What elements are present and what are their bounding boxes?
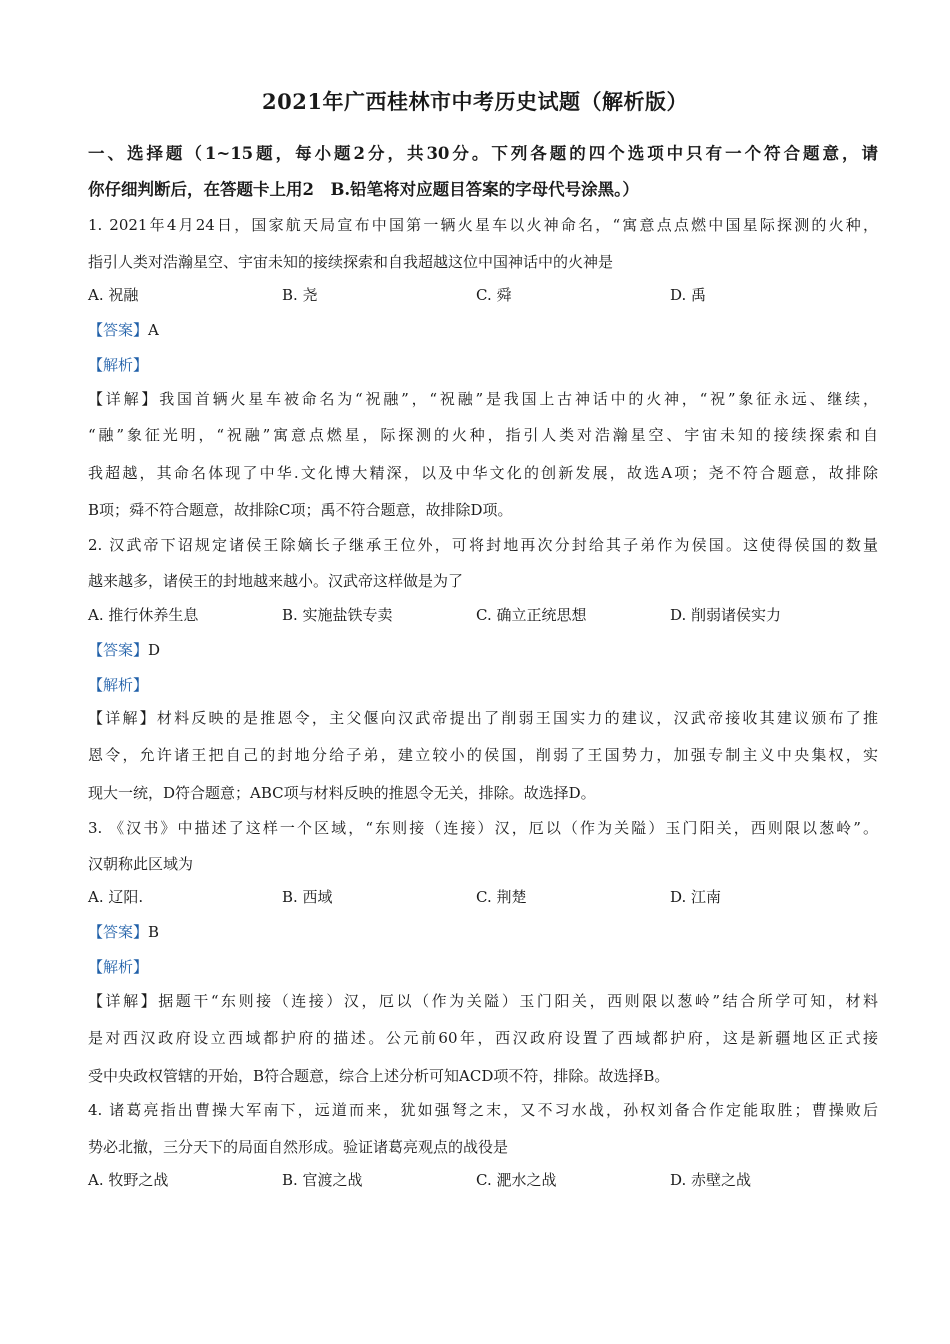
question-2-analysis-label [88, 675, 878, 695]
question-1-detail-line-2: “融”象征光明，“祝融”寓意点燃星，际探测的火种，指引人类对浩瀚星空、宇宙未知的接续探索和自 [88, 426, 878, 444]
detail-label: 【详解】 [88, 992, 159, 1010]
question-2-detail-line-1 [88, 708, 878, 728]
question-4-option-c: C. 淝水之战 [476, 1171, 557, 1189]
question-2-detail-line-3: 现大一统，D符合题意；ABC项与材料反映的推恩令无关，排除。故选择D。 [88, 784, 596, 802]
question-2-option-d: D. 削弱诸侯实力 [670, 606, 782, 624]
question-4-options [88, 1170, 878, 1190]
question-1-detail-line-4: B项；舜不符合题意，故排除C项；禹不符合题意，故排除D项。 [88, 501, 513, 519]
question-3-detail-line-1 [88, 991, 878, 1011]
question-4-stem-line-2: 势必北撤，三分天下的局面自然形成。验证诸葛亮观点的战役是 [88, 1138, 509, 1156]
question-1-detail-line-3: 我超越，其命名体现了中华.文化博大精深，以及中华文化的创新发展，故选A项；尧不符合题意，故排除 [88, 464, 878, 482]
question-2-option-b: B. 实施盐铁专卖 [282, 606, 393, 624]
answer-value: A [148, 321, 159, 339]
analysis-label: 【解析】 [88, 356, 149, 374]
question-1-analysis-label [88, 355, 878, 375]
question-3-detail-line-3: 受中央政权管辖的开始，B符合题意，综合上述分析可知ACD项不符，排除。故选择B。 [88, 1067, 670, 1085]
answer-label: 【答案】 [88, 641, 149, 659]
document-title: 2021年广西桂林市中考历史试题（解析版） [262, 89, 688, 114]
question-1-option-a: A. 祝融 [88, 286, 139, 304]
question-3-options [88, 887, 878, 907]
question-1-answer [88, 320, 878, 340]
question-3-option-d: D. 江南 [670, 888, 722, 906]
question-1-options [88, 285, 878, 305]
question-4-option-b: B. 官渡之战 [282, 1171, 363, 1189]
question-3-stem-line-1: 3. 《汉书》中描述了这样一个区域，“东则接（连接）汉，厄以（作为关隘）玉门阳关，西则限以葱岭”。 [88, 819, 878, 837]
question-1-stem-line-2: 指引人类对浩瀚星空、宇宙未知的接续探索和自我超越这位中国神话中的火神是 [88, 253, 614, 271]
question-4-option-d: D. 赤壁之战 [670, 1171, 752, 1189]
question-2-stem-line-1: 2. 汉武帝下诏规定诸侯王除嫡长子继承王位外，可将封地再次分封给其子弟作为侯国。这使得侯国的数量 [88, 536, 878, 554]
detail-label: 【详解】 [88, 390, 160, 408]
question-3-detail-line-2: 是对西汉政府设立西域都护府的描述。公元前60年，西汉政府设置了西域都护府，这是新疆地区正式接 [88, 1029, 878, 1047]
analysis-label: 【解析】 [88, 958, 149, 976]
section-heading-line-2: 你仔细判断后，在答题卡上用2 B.铅笔将对应题目答案的字母代号涂黑。） [88, 180, 639, 199]
detail-label: 【详解】 [88, 709, 157, 727]
question-1-stem-line-1: 1. 2021年4月24日，国家航天局宣布中国第一辆火星车以火神命名，“寓意点点燃中国星际探测的火种， [88, 216, 878, 234]
question-2-answer [88, 640, 878, 660]
section-heading-line-1: 一、选择题（1~15题，每小题2分，共30分。下列各题的四个选项中只有一个符合题意，请 [88, 144, 878, 163]
question-2-option-a: A. 推行休养生息 [88, 606, 199, 624]
question-3-option-a: A. 辽阳. [88, 888, 144, 906]
question-2-option-c: C. 确立正统思想 [476, 606, 587, 624]
question-1-option-c: C. 舜 [476, 286, 512, 304]
analysis-label: 【解析】 [88, 676, 149, 694]
detail-text: 我国首辆火星车被命名为“祝融”，“祝融”是我国上古神话中的火神，“祝”象征永远、继续， [159, 390, 878, 408]
question-3-analysis-label [88, 957, 878, 977]
question-2-detail-line-2: 恩令，允许诸王把自己的封地分给子弟，建立较小的侯国，削弱了王国势力，加强专制主义中央集权，实 [88, 746, 878, 764]
question-4-stem-line-1: 4. 诸葛亮指出曹操大军南下，远道而来，犹如强弩之末，又不习水战，孙权刘备合作定能取胜；曹操败后 [88, 1101, 878, 1119]
question-2-options [88, 605, 878, 625]
question-3-option-b: B. 西域 [282, 888, 333, 906]
question-1-option-d: D. 禹 [670, 286, 707, 304]
detail-text: 据题干“东则接（连接）汉，厄以（作为关隘）玉门阳关，西则限以葱岭”结合所学可知，材料 [158, 992, 878, 1010]
answer-label: 【答案】 [88, 321, 149, 339]
question-3-option-c: C. 荆楚 [476, 888, 527, 906]
question-1-detail-line-1 [88, 389, 878, 409]
answer-value: B [148, 923, 160, 941]
question-3-stem-line-2: 汉朝称此区域为 [88, 855, 194, 873]
question-3-answer [88, 922, 878, 942]
question-1-option-b: B. 尧 [282, 286, 318, 304]
answer-value: D [148, 641, 161, 659]
answer-label: 【答案】 [88, 923, 149, 941]
question-2-stem-line-2: 越来越多，诸侯王的封地越来越小。汉武帝这样做是为了 [88, 572, 464, 590]
detail-text: 材料反映的是推恩令，主父偃向汉武帝提出了削弱王国实力的建议，汉武帝接收其建议颁布了推 [156, 709, 878, 727]
question-4-option-a: A. 牧野之战 [88, 1171, 169, 1189]
